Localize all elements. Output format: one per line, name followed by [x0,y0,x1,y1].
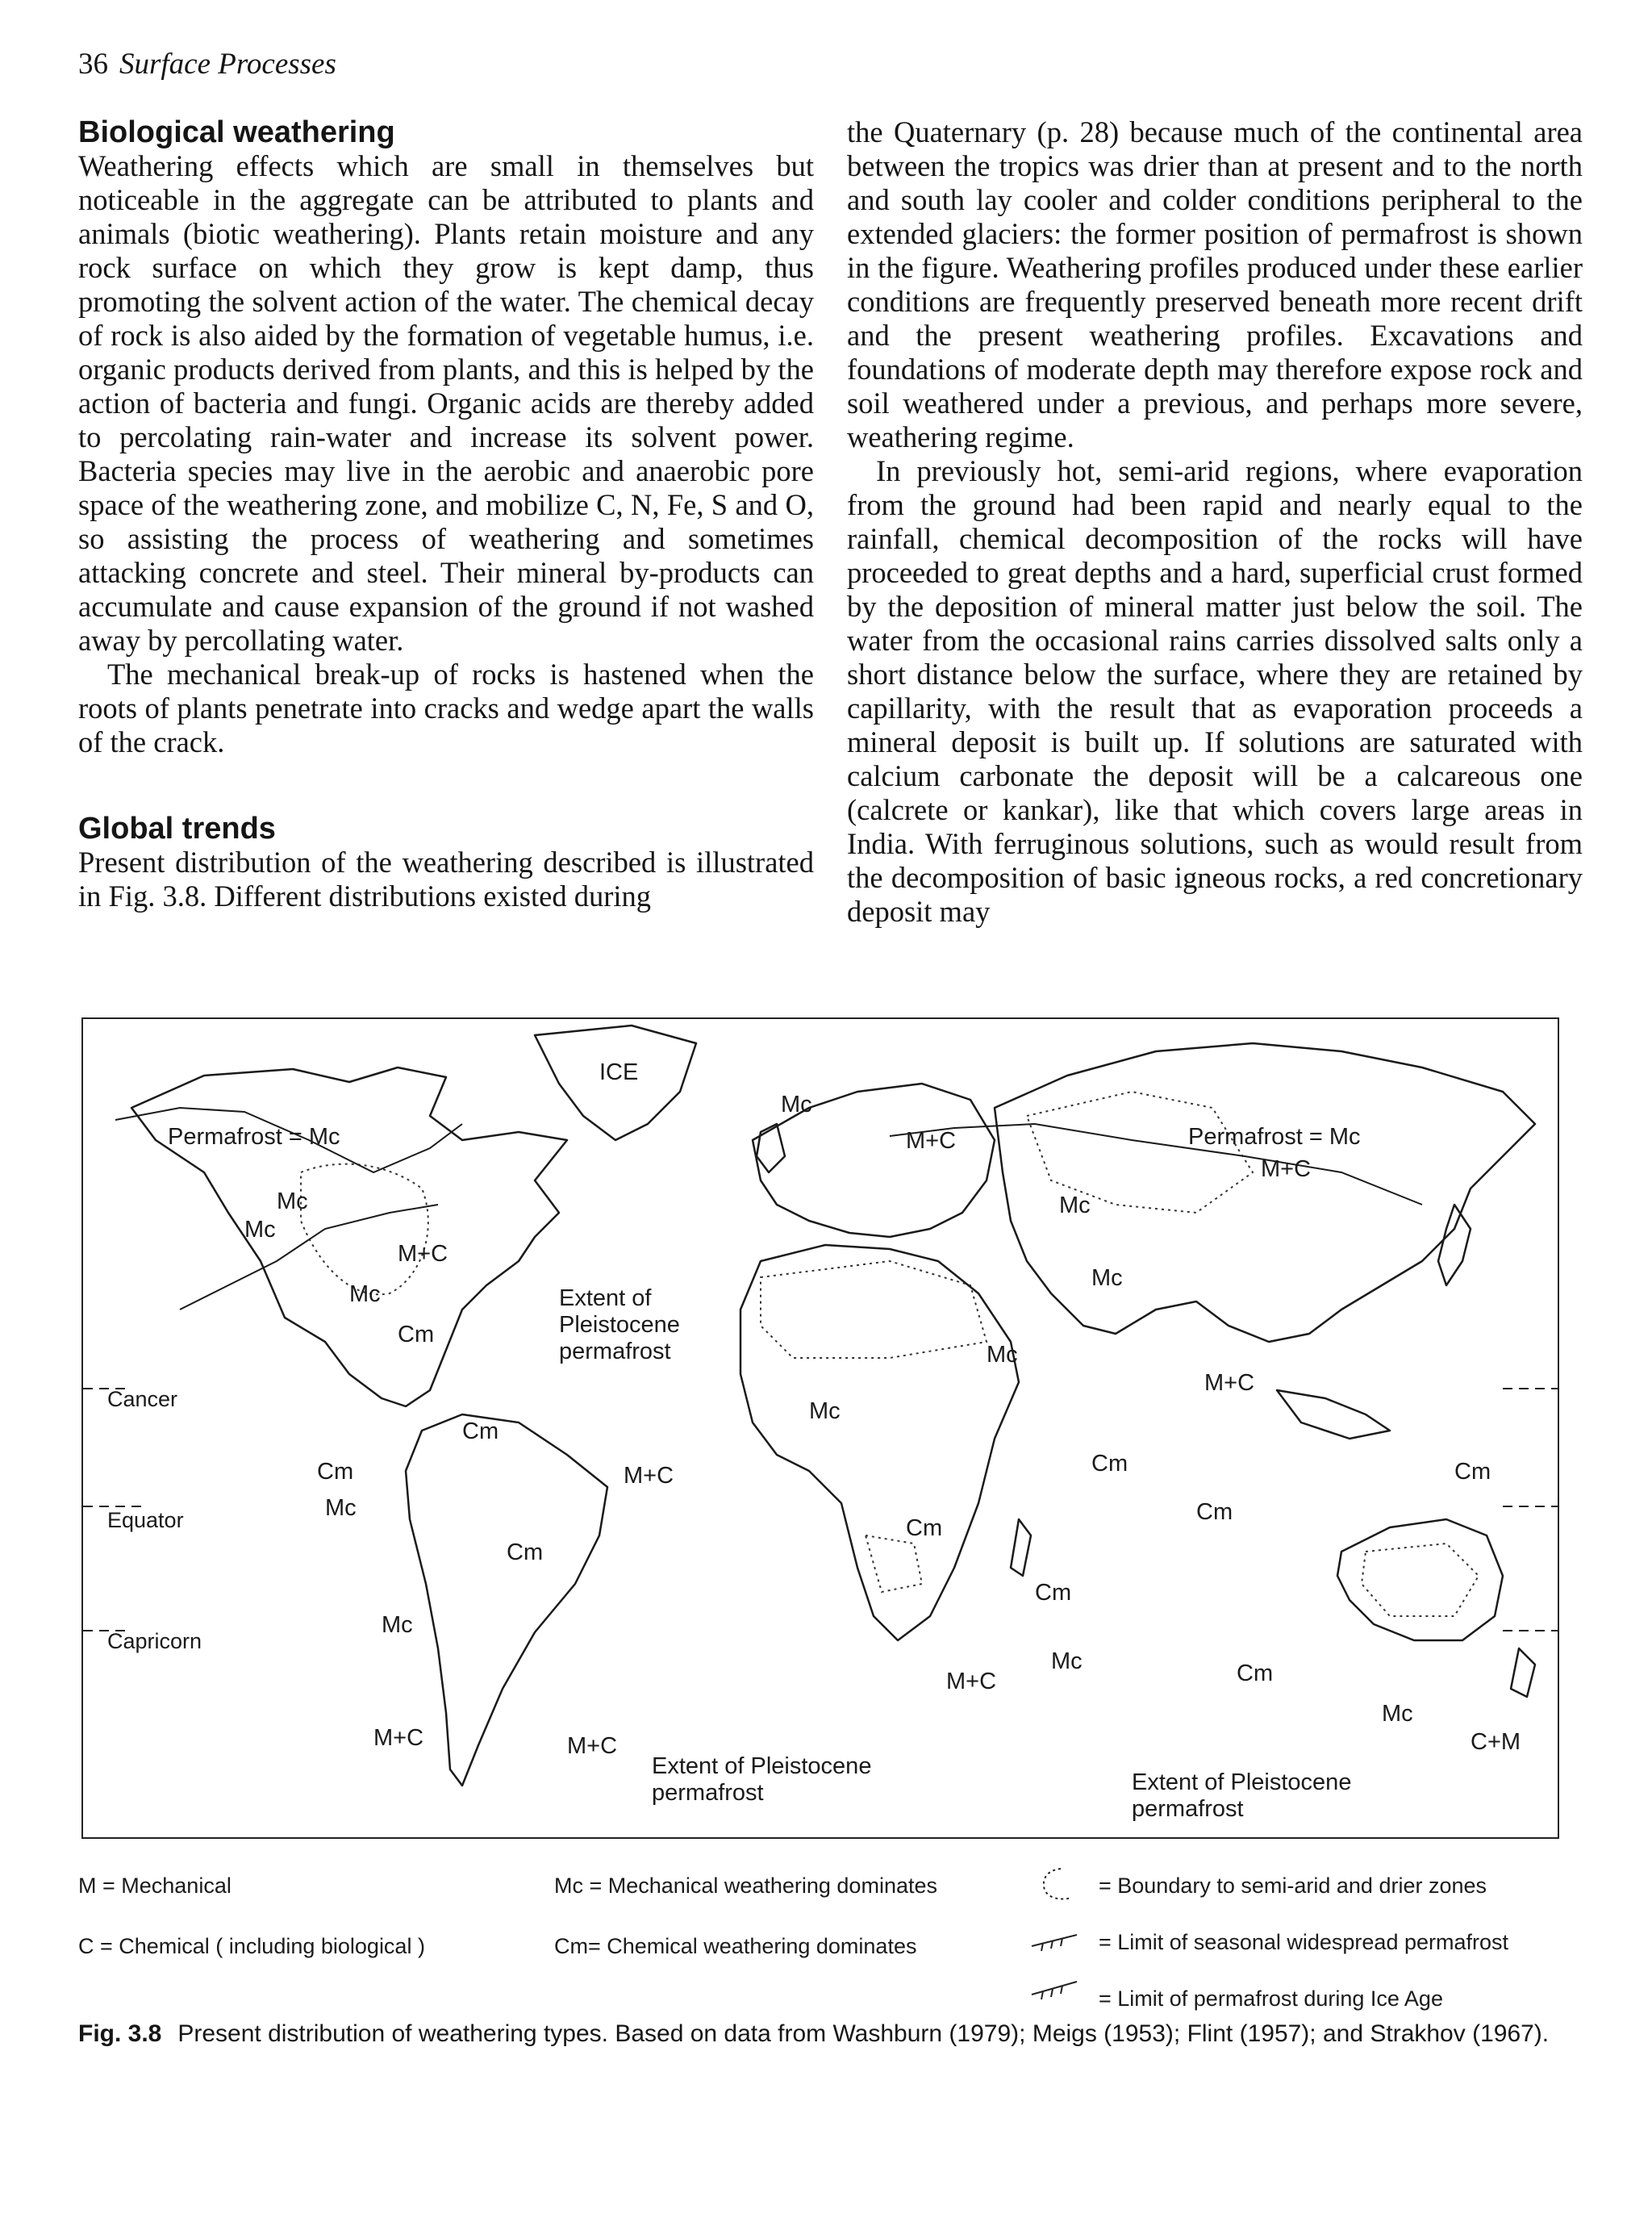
landmass-indonesia [1277,1390,1390,1439]
dry-zone-boundary [761,1261,987,1358]
paragraph: The mechanical break-up of rocks is hastened when the roots of plants penetrate into cracks and wedge apart the walls of the crack. [78,658,814,758]
map-label-mc: Mc [809,1398,841,1424]
paragraph: In previously hot, semi-arid regions, where evaporation from the ground had been rapid and nearly equal to the rainfall, chemical decomposition of the rocks will have proceeded to great depths and a hard, superficial crust formed by the deposition of mineral matter just below the soil. The water from the occasional rains carries dissolved salts only a short distance below the surface, where they are retained by capillarity, with the result that as evaporation proceeds a mineral deposit is built up. If solutions are saturated with calcium carbonate the deposit will be a calcareous one (calcrete or kankar), like that which covers large areas in India. With ferruginous solutions, such as would result from the decomposition of basic igneous rocks, a red concretionary deposit may [847,454,1583,928]
map-label-permafrost-mc: Permafrost = Mc [168,1124,340,1150]
paragraph: the Quaternary (p. 28) because much of the continental area between the tropics was drier than at present and to the north and south lay cooler and colder conditions peripheral to the extended glaciers: the former position of permafrost is shown in the figure. Weathering profiles produced under these earlier conditions are frequently preserved beneath more recent drift and the present weathering profiles. Excavations and foundations of moderate depth may therefore expose rock and soil weathered under a previous, and perhaps more severe, weathering regime. [847,115,1583,453]
map-label-mc: Mc [244,1217,276,1243]
map-label-m-plus-c: M+C [1261,1156,1312,1182]
running-header [78,47,336,81]
map-label-extent-of: Extent of [559,1285,652,1311]
legend-symbols [1028,1864,1093,2001]
map-label-permafrost-mc: Permafrost = Mc [1188,1124,1361,1150]
map-label-m-plus-c: M+C [1204,1370,1255,1396]
legend-boundary: = Boundary to semi-arid and drier zones [1099,1874,1487,1898]
map-label-mc: Mc [382,1612,413,1638]
figure-caption [78,2019,1562,2049]
caption-text: Present distribution of weathering types. Based on data from Washburn (1979); Meigs (1953); Flint (1957); and Strakhov (1967). [177,2020,1550,2047]
map-label-permafrost: permafrost [652,1780,764,1806]
landmass-new-zealand [1511,1648,1535,1697]
seasonal-permafrost-symbol [1032,1935,1077,1951]
map-label-mc: Mc [277,1189,308,1214]
landmass-british-isles [757,1124,785,1172]
map-label-cm: Cm [462,1418,499,1444]
legend-ice-age-permafrost: = Limit of permafrost during Ice Age [1099,1986,1443,2011]
dry-zone-boundary [1362,1544,1479,1616]
map-label-m-plus-c: M+C [398,1241,448,1267]
map-label-cm: Cm [906,1515,943,1541]
map-label-extent-of-pleistocene: Extent of Pleistocene [652,1753,872,1779]
map-label-c-plus-m: C+M [1471,1729,1521,1755]
map-label-cm: Cm [1035,1580,1072,1606]
landmass-madagascar [1011,1519,1031,1576]
map-label-m-plus-c: M+C [624,1463,674,1489]
map-label-mc: Mc [781,1092,812,1118]
right-column [847,115,1583,929]
map-label-m-plus-c: M+C [906,1128,957,1154]
map-label-mc: Mc [325,1495,357,1521]
legend-mc: Mc = Mechanical weathering dominates [554,1874,937,1898]
legend-cm: Cm= Chemical weathering dominates [554,1934,917,1958]
map-label-pleistocene: Pleistocene [559,1312,680,1338]
map-label-mc: Mc [1091,1265,1123,1291]
map-label-cm: Cm [317,1459,354,1485]
map-label-cm: Cm [1454,1459,1491,1485]
legend-seasonal-permafrost: = Limit of seasonal widespread permafrost [1099,1930,1509,1954]
dry-zone-boundary-symbol [1044,1869,1072,1899]
map-label-mc: Mc [1051,1648,1083,1674]
left-column [78,115,814,913]
map-label-cm: Cm [1237,1661,1274,1686]
map-label-mc: Mc [1059,1193,1091,1218]
ice-age-permafrost-symbol [1032,1982,1077,1999]
legend-chemical: C = Chemical ( including biological ) [78,1934,425,1958]
map-label-permafrost: permafrost [1132,1796,1244,1822]
map-label-capricorn: Capricorn [107,1629,202,1653]
map-drawing [83,1019,1559,1839]
dry-zone-boundary [301,1164,428,1295]
landmass-japan [1438,1205,1471,1285]
continent-africa [740,1245,1019,1640]
map-label-cm: Cm [1091,1451,1128,1477]
heading-global-trends: Global trends [78,812,276,846]
paragraph: Weathering effects which are small in themselves but noticeable in the aggregate can be attributed to plants and animals (biotic weathering). Plants retain moisture and any rock surface on which they grow is kept damp, thus promoting the solvent action of the water. The chemical decay of rock is also aided by the formation of vegetable humus, i.e. organic products derived from plants, and this is helped by the action of bacteria and fungi. Organic acids are thereby added to percolating rain-water and increase its solvent power. Bacteria species may live in the aerobic and anaerobic pore space of the weathering zone, and mobilize C, N, Fe, S and O, so assisting the process of weathering and sometimes attacking concrete and steel. Their mineral by-products can accumulate and cause expansion of the ground if not washed away by percollating water. [78,149,814,657]
page-number: 36 [78,48,108,81]
map-label-m-plus-c: M+C [946,1669,997,1694]
heading-biological-weathering: Biological weathering [78,115,395,149]
dry-zone-boundary [866,1535,922,1592]
map-label-cm: Cm [398,1322,435,1347]
map-label-m-plus-c: M+C [373,1725,424,1751]
world-weathering-map [81,1017,1559,1839]
map-label-extent-of-pleistocene: Extent of Pleistocene [1132,1769,1352,1795]
map-label-m-plus-c: M+C [567,1733,618,1759]
caption-label: Fig. 3.8 [78,2020,162,2047]
map-label-cm: Cm [507,1539,544,1565]
map-label-cm: Cm [1196,1499,1233,1525]
legend-mechanical: M = Mechanical [78,1874,232,1898]
continent-north-america [131,1067,567,1406]
map-label-ice: ICE [599,1059,639,1085]
paragraph: Present distribution of the weathering described is illustrated in Fig. 3.8. Different distributions existed during [78,846,814,913]
map-label-equator: Equator [107,1508,184,1532]
continent-south-america [406,1414,607,1786]
map-label-mc: Mc [987,1342,1018,1368]
map-label-mc: Mc [349,1281,381,1307]
map-label-mc: Mc [1382,1701,1413,1727]
map-label-permafrost: permafrost [559,1339,671,1364]
map-label-cancer: Cancer [107,1387,178,1411]
running-title: Surface Processes [119,48,336,81]
